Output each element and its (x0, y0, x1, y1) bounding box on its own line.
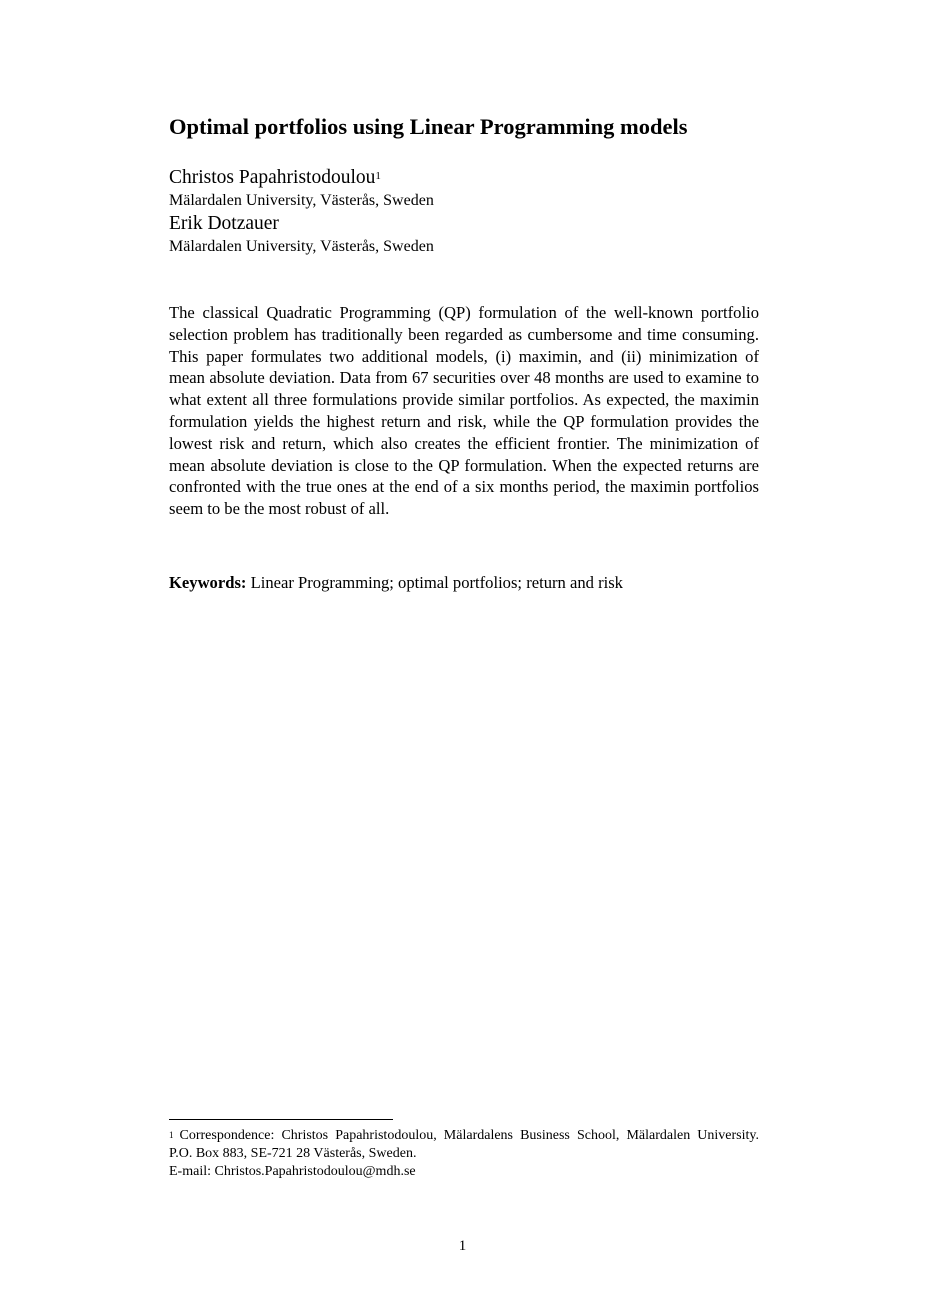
author-footnote-mark[interactable]: 1 (375, 170, 381, 182)
author-name-1-text: Christos Papahristodoulou (169, 167, 376, 188)
keywords-text: Linear Programming; optimal portfolios; return and risk (250, 573, 623, 592)
footnote-text: Correspondence: Christos Papahristodoulou, Mälardalens Business School, Mälardalen University. P.O. Box 883, SE-721 28 Västerås, Sweden. (169, 1128, 759, 1161)
abstract-paragraph: The classical Quadratic Programming (QP) formulation of the well-known portfolio selection problem has traditionally been regarded as cumbersome and time consuming. This paper formulates two additional models, (i) maximin, and (ii) minimization of mean absolute deviation. Data from 67 securities over 48 months are used to examine to what extent all three formulations provide similar portfolios. As expected, the maximin formulation yields the highest return and risk, while the QP formulation provides the lowest risk and return, which also creates the efficient frontier. The minimization of mean absolute deviation is close to the QP formulation. When the expected returns are confronted with the true ones at the end of a six months period, the maximin portfolios seem to be the most robust of all. (169, 303, 759, 519)
footnote-mark: 1 (169, 1130, 174, 1140)
footnote-separator (169, 1119, 393, 1120)
author-affiliation-1: Mälardalen University, Västerås, Sweden (169, 192, 434, 209)
page-number: 1 (458, 1238, 467, 1254)
paper-title: Optimal portfolios using Linear Programming models (169, 114, 688, 139)
author-affiliation-2: Mälardalen University, Västerås, Sweden (169, 238, 434, 255)
author-name-2: Erik Dotzauer (169, 213, 279, 234)
author-block (169, 166, 769, 258)
footnote-email: E-mail: Christos.Papahristodoulou@mdh.se (169, 1164, 416, 1179)
keywords-label: Keywords: (169, 573, 247, 592)
footnote (169, 1127, 759, 1181)
author-name-1 (169, 166, 769, 190)
keywords-line (169, 572, 759, 594)
